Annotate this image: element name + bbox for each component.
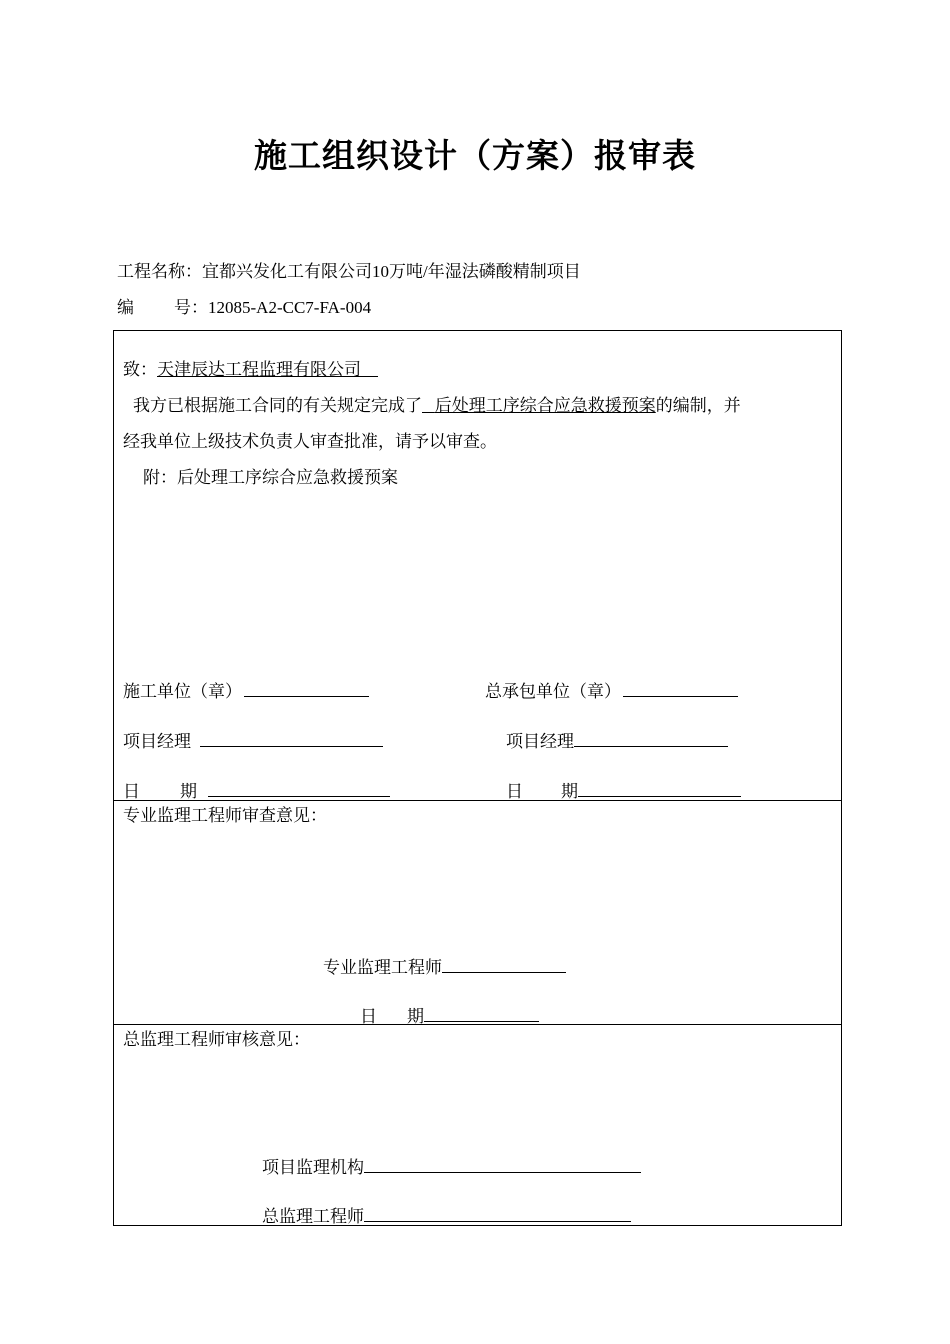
project-name-label: 工程名称：	[117, 262, 202, 281]
body-line-2: 经我单位上级技术负责人审查批准，请予以审查。	[123, 432, 497, 451]
pm-label-right: 项目经理	[506, 732, 574, 751]
project-number-label-b: 号：	[174, 298, 208, 317]
date-right-line	[578, 778, 741, 797]
chief-engineer-label: 总监理工程师	[262, 1207, 364, 1226]
addressee-row	[123, 359, 378, 381]
pm-label-left: 项目经理	[123, 732, 191, 751]
pm-signature-left	[123, 728, 383, 753]
date-left-a: 日	[123, 782, 140, 801]
chief-engineer-line	[364, 1203, 631, 1222]
body-line-1-pre: 我方已根据施工合同的有关规定完成了	[133, 396, 422, 415]
supervisor-engineer-line	[442, 954, 566, 973]
date-right-b: 期	[561, 782, 578, 801]
pm-line-left	[200, 728, 383, 747]
contractor-line	[244, 678, 369, 697]
general-contractor-label: 总承包单位（章）	[485, 682, 621, 701]
date-right-a: 日	[506, 782, 523, 801]
project-name-row	[117, 261, 581, 283]
project-name-value: 宜都兴发化工有限公司10万吨/年湿法磷酸精制项目	[202, 262, 581, 281]
supervisor-engineer-label: 专业监理工程师	[323, 958, 442, 977]
date-left-line	[208, 778, 390, 797]
date-left	[123, 778, 390, 803]
page-title: 施工组织设计（方案）报审表	[254, 139, 696, 175]
body-line-1-doc	[422, 396, 656, 415]
supervisor-engineer-signature	[323, 954, 566, 979]
addressee-name: 天津辰达工程监理有限公司	[157, 360, 361, 379]
chief-review-heading: 总监理工程师审核意见：	[123, 1030, 310, 1049]
supervision-org-line	[364, 1154, 641, 1173]
supervisor-date	[360, 1003, 539, 1028]
pm-signature-right	[506, 728, 728, 753]
pm-line-right	[574, 728, 728, 747]
attachment-line: 附：后处理工序综合应急救援预案	[143, 468, 398, 487]
date-right	[506, 778, 741, 803]
body-line-1-doc-text: 后处理工序综合应急救援预案	[434, 396, 656, 415]
contractor-label: 施工单位（章）	[123, 682, 242, 701]
general-contractor-line	[623, 678, 738, 697]
supervisor-date-a: 日	[360, 1007, 377, 1026]
body-line-1-post: 的编制，并	[655, 396, 741, 415]
date-left-b: 期	[180, 782, 197, 801]
project-number-row	[117, 297, 371, 319]
supervisor-review-heading: 专业监理工程师审查意见：	[123, 806, 327, 825]
body-line-1	[133, 395, 741, 417]
contractor-signature	[123, 678, 369, 703]
project-number-label-a: 编	[117, 298, 134, 317]
chief-engineer-signature	[262, 1203, 631, 1228]
supervisor-date-b: 期	[407, 1007, 424, 1026]
supervision-org-signature	[262, 1154, 641, 1179]
addressee-value	[157, 360, 378, 379]
supervision-org-label: 项目监理机构	[262, 1158, 364, 1177]
supervisor-date-line	[424, 1003, 539, 1022]
general-contractor-signature	[485, 678, 738, 703]
addressee-label: 致：	[123, 360, 157, 379]
project-number-value: 12085-A2-CC7-FA-004	[208, 298, 372, 317]
